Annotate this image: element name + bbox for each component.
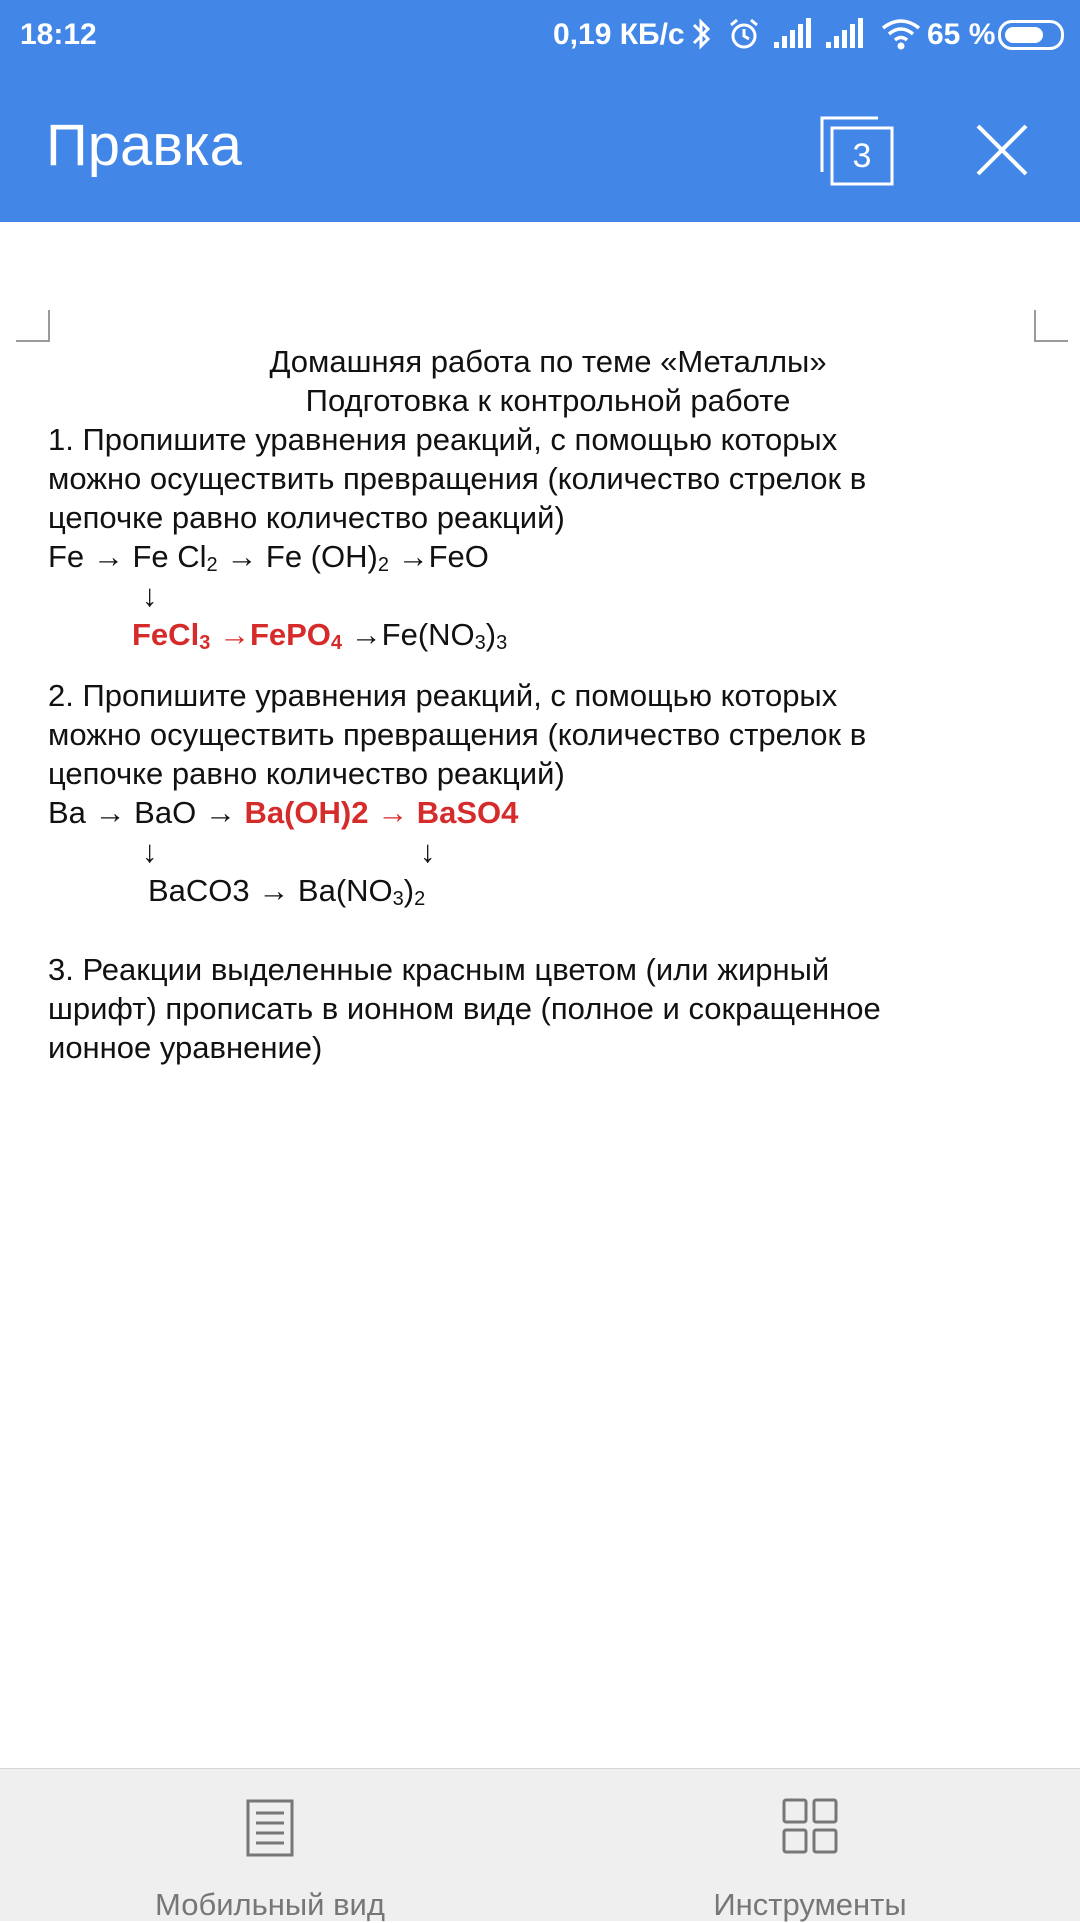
task-1-line: 1. Пропишите уравнения реакций, с помощью которых bbox=[48, 422, 838, 457]
formula-feo: FeO bbox=[428, 539, 489, 574]
formula-feno3-3: $Fe(NO_3)_3$ bbox=[381, 617, 508, 654]
task-2-line: цепочке равно количество реакций) bbox=[48, 756, 565, 791]
arrow-right: → bbox=[377, 795, 417, 830]
formula-bano3-2: $Ba(NO_3)_2$ bbox=[297, 873, 426, 910]
status-bar bbox=[0, 0, 1080, 72]
arrow-down: ↓ bbox=[420, 834, 436, 869]
pages-count: 3 bbox=[852, 137, 872, 175]
page-corner-mark bbox=[1034, 310, 1068, 342]
task-3 bbox=[48, 950, 1048, 1067]
tools-button[interactable] bbox=[650, 1769, 970, 1921]
arrow-right: → bbox=[397, 539, 429, 574]
bluetooth-icon bbox=[688, 16, 714, 52]
mobile-view-button[interactable] bbox=[110, 1769, 430, 1921]
app-bar bbox=[0, 0, 1080, 222]
task-2 bbox=[48, 676, 1048, 910]
close-icon[interactable] bbox=[972, 120, 1032, 180]
grid-icon bbox=[781, 1797, 839, 1855]
document-lines-icon bbox=[242, 1797, 298, 1859]
task-1-chain-branch bbox=[48, 615, 1048, 654]
task-1-chain-main bbox=[48, 537, 1048, 576]
formula-baso4: BaSO4 bbox=[416, 795, 519, 830]
page-corner-mark bbox=[16, 310, 50, 342]
task-3-line: ионное уравнение) bbox=[48, 1030, 323, 1065]
task-2-line: можно осуществить превращения (количество стрелок в bbox=[48, 717, 867, 752]
task-1-line: цепочке равно количество реакций) bbox=[48, 500, 565, 535]
signal-icon bbox=[772, 18, 812, 50]
formula-fecl2: Fe $Cl_2$ bbox=[132, 539, 218, 576]
document-title: Домашняя работа по теме «Металлы» bbox=[269, 344, 827, 379]
wifi-icon bbox=[880, 16, 922, 52]
document-body bbox=[48, 342, 1048, 1067]
arrow-down: ↓ bbox=[142, 834, 158, 869]
status-network-speed: 0,19 КБ/с bbox=[553, 18, 685, 51]
formula-baco3: BaCO3 bbox=[148, 873, 250, 908]
formula-fe: Fe bbox=[48, 539, 85, 574]
arrow-right: → bbox=[204, 795, 245, 830]
arrow-right: → bbox=[218, 617, 250, 652]
status-time: 18:12 bbox=[20, 18, 97, 51]
arrow-right: → bbox=[226, 539, 266, 574]
task-3-line: шрифт) прописать в ионном виде (полное и сокращенное bbox=[48, 991, 881, 1026]
task-1 bbox=[48, 420, 1048, 654]
task-2-chain-main bbox=[48, 793, 1048, 832]
tools-label: Инструменты bbox=[713, 1887, 907, 1922]
pages-button[interactable] bbox=[818, 114, 908, 188]
formula-bao: BaO bbox=[134, 795, 197, 830]
task-1-line: можно осуществить превращения (количество стрелок в bbox=[48, 461, 867, 496]
battery-percent: 65 % bbox=[927, 18, 996, 51]
formula-ba: Ba bbox=[48, 795, 86, 830]
task-2-line: 2. Пропишите уравнения реакций, с помощью которых bbox=[48, 678, 838, 713]
page-title: Правка bbox=[46, 113, 242, 178]
bottom-bar bbox=[0, 1768, 1080, 1921]
arrow-right: → bbox=[258, 873, 298, 908]
arrows-down bbox=[48, 832, 1048, 871]
arrow-right: → bbox=[92, 539, 133, 574]
arrow-down: ↓ bbox=[142, 578, 158, 613]
signal-icon bbox=[824, 18, 864, 50]
battery-icon bbox=[998, 20, 1064, 50]
formula-fecl3: FeCl$_3$ bbox=[132, 617, 211, 654]
task-3-line: 3. Реакции выделенные красным цветом (или жирный bbox=[48, 952, 830, 987]
mobile-view-label: Мобильный вид bbox=[155, 1887, 385, 1922]
arrow-right: → bbox=[350, 617, 382, 652]
formula-baoh2: Ba(OH)2 bbox=[244, 795, 369, 830]
alarm-icon bbox=[726, 16, 762, 52]
formula-fepo4: FePO$_4$ bbox=[249, 617, 343, 654]
arrow-right: → bbox=[94, 795, 135, 830]
formula-feoh2: Fe $(OH)_2$ bbox=[265, 539, 389, 576]
document-subtitle: Подготовка к контрольной работе bbox=[305, 383, 791, 418]
task-2-chain-branch bbox=[48, 871, 1048, 910]
